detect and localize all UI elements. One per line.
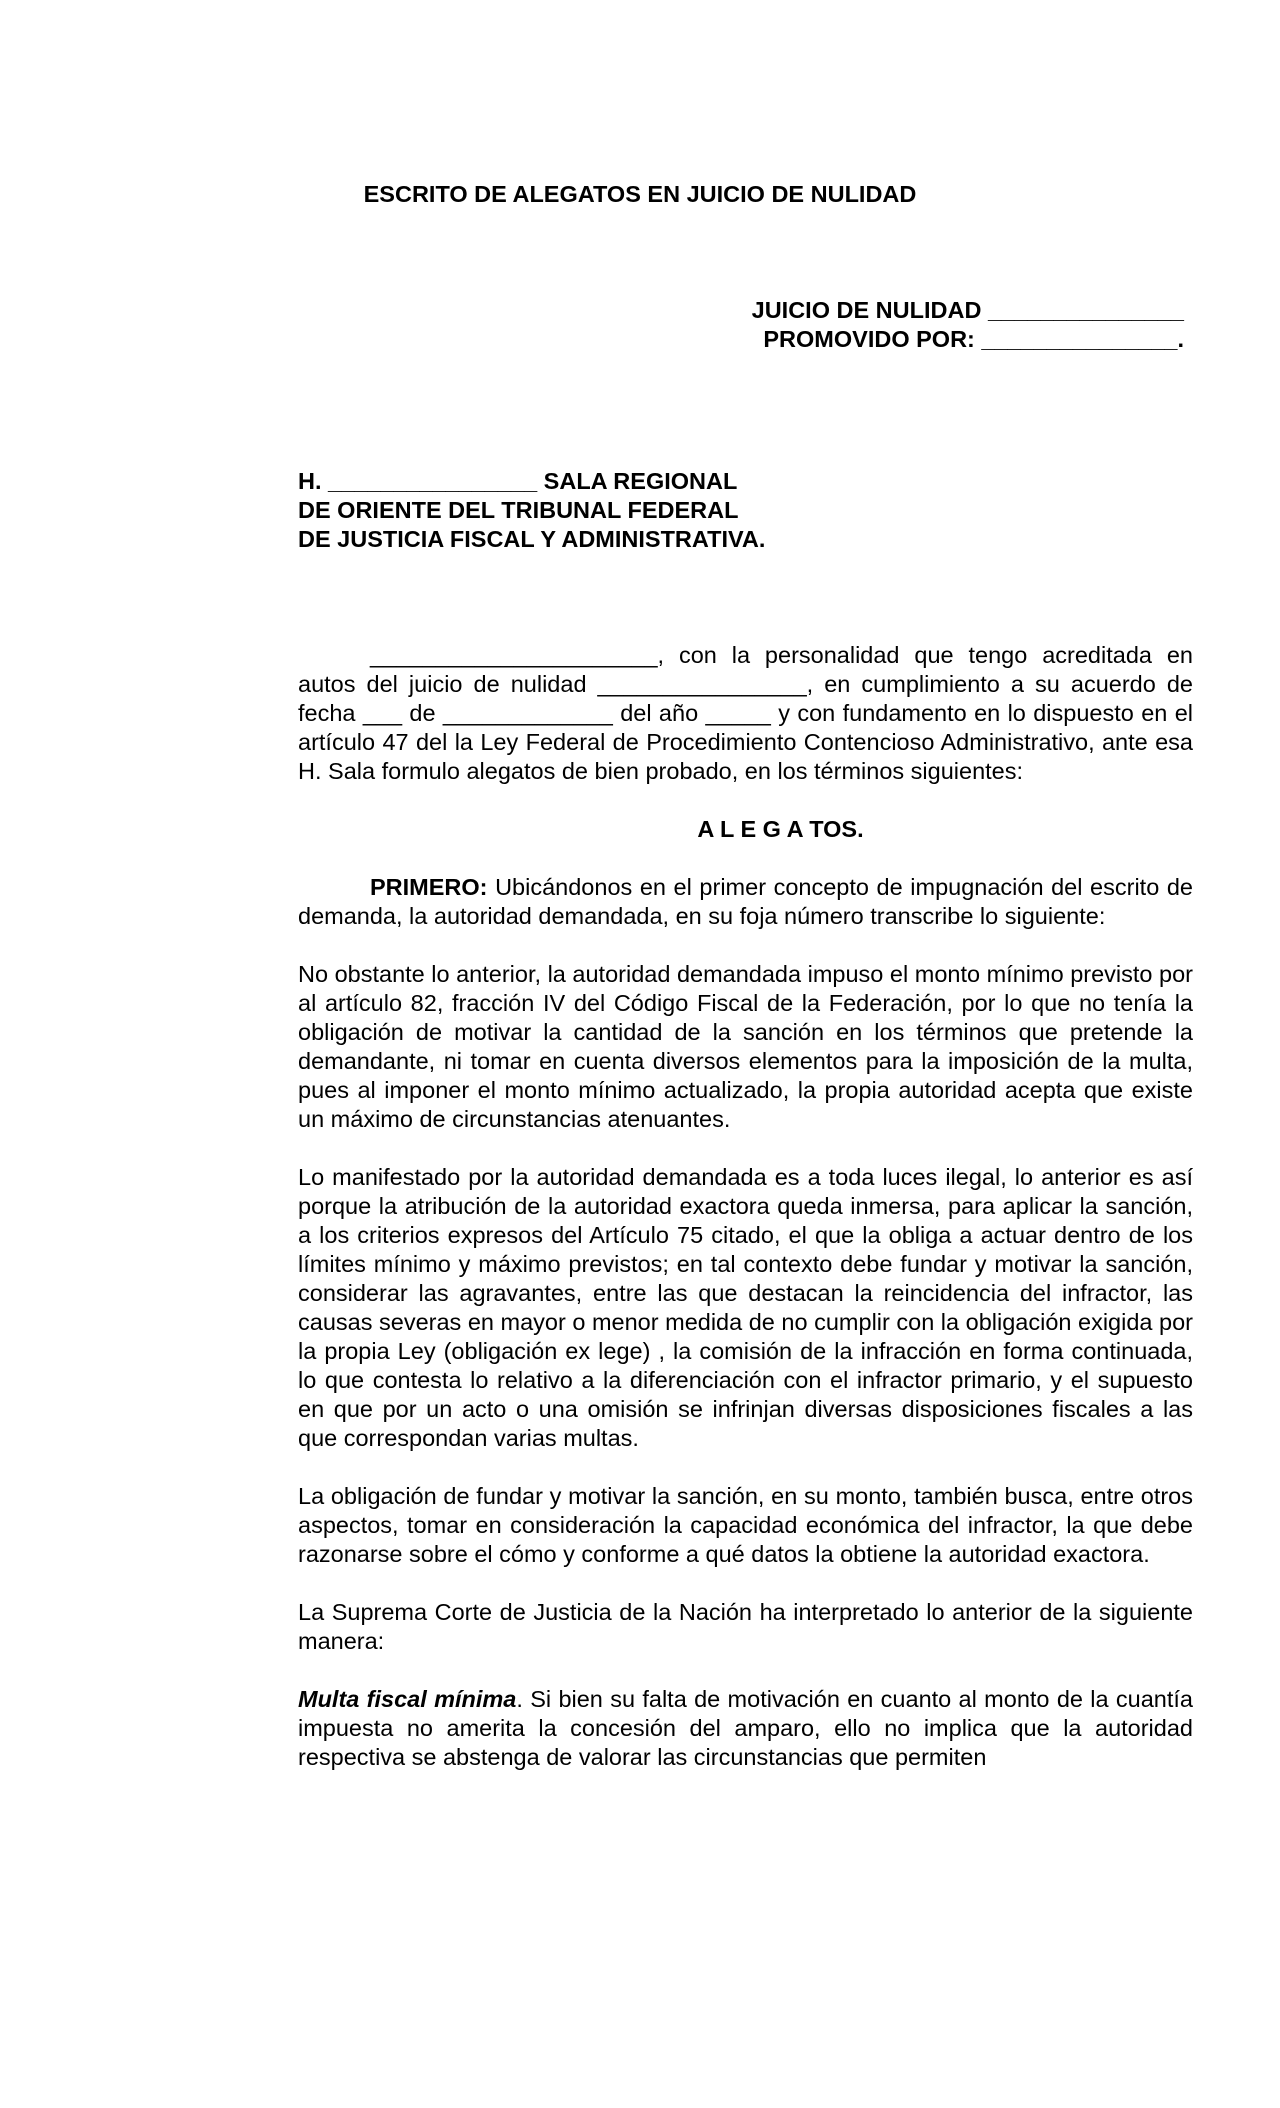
primero-paragraph — [298, 873, 1193, 931]
addressee-block — [298, 467, 1198, 554]
document-title: ESCRITO DE ALEGATOS EN JUICIO DE NULIDAD — [363, 181, 917, 207]
addressee-line-3: DE JUSTICIA FISCAL Y ADMINISTRATIVA. — [298, 526, 766, 552]
document-body — [298, 641, 1193, 1801]
addressee-line-2: DE ORIENTE DEL TRIBUNAL FEDERAL — [298, 497, 739, 523]
paragraph-6 — [298, 1685, 1193, 1772]
paragraph-6-text: . Si bien su falta de motivación en cuanto al monto de la cuantía impuesta no amerita la concesión del amparo, ello no implica que la autoridad respectiva se abstenga de valorar las circunstancias que permiten — [298, 1686, 1193, 1770]
paragraph-3: Lo manifestado por la autoridad demandada es a toda luces ilegal, lo anterior es así porque la atribución de la autoridad exactora queda inmersa, para aplicar la sanción, a los criterios expresos del Artículo 75 citado, el que la obliga a actuar dentro de los límites mínimo y máximo previstos; en tal contexto debe fundar y motivar la sanción, considerar las agravantes, entre las que destacan la reincidencia del infractor, las causas severas en mayor o menor medida de no cumplir con la obligación exigida por la propia Ley (obligación ex lege) , la comisión de la infracción en forma continuada, lo que contesta lo relativo a la diferenciación con el infractor primario, y el supuesto en que por un acto o una omisión se infrinjan diversas disposiciones fiscales a las que correspondan varias multas. — [298, 1164, 1193, 1451]
paragraph-4: La obligación de fundar y motivar la sanción, en su monto, también busca, entre otros aspectos, tomar en consideración la capacidad económica del infractor, la que debe razonarse sobre el cómo y conforme a qué datos la obtiene la autoridad exactora. — [298, 1483, 1193, 1567]
paragraph-5: La Suprema Corte de Justicia de la Nación ha interpretado lo anterior de la siguiente manera: — [298, 1599, 1193, 1654]
primero-label: PRIMERO: — [370, 874, 488, 900]
case-reference — [752, 296, 1184, 354]
intro-paragraph: ______________________, con la personalidad que tengo acreditada en autos del juicio de nulidad ________________, en cumplimiento a su acuerdo de fecha ___ de _____________ del año _____ y con fundamento en lo dispuesto en el artículo 47 del la Ley Federal de Procedimiento Contencioso Administrativo, ante esa H. Sala formulo alegatos de bien probado, en los términos siguientes: — [298, 642, 1193, 784]
alegatos-heading: A L E G A TOS. — [697, 816, 864, 842]
primero-text: Ubicándonos en el primer concepto de impugnación del escrito de demanda, la autoridad demandada, en su foja número transcribe lo siguiente: — [298, 874, 1193, 929]
multa-fiscal-label: Multa fiscal mínima — [298, 1686, 517, 1712]
addressee-line-1: H. ________________ SALA REGIONAL — [298, 468, 738, 494]
paragraph-2: No obstante lo anterior, la autoridad demandada impuso el monto mínimo previsto por al artículo 82, fracción IV del Código Fiscal de la Federación, por lo que no tenía la obligación de motivar la cantidad de la sanción en los términos que pretende la demandante, ni tomar en cuenta diversos elementos para la imposición de la multa, pues al imponer el monto mínimo actualizado, la propia autoridad acepta que existe un máximo de circunstancias atenuantes. — [298, 961, 1193, 1132]
promoted-by-line: PROMOVIDO POR: _______________. — [763, 326, 1184, 352]
case-number-line: JUICIO DE NULIDAD _______________ — [751, 297, 1184, 323]
